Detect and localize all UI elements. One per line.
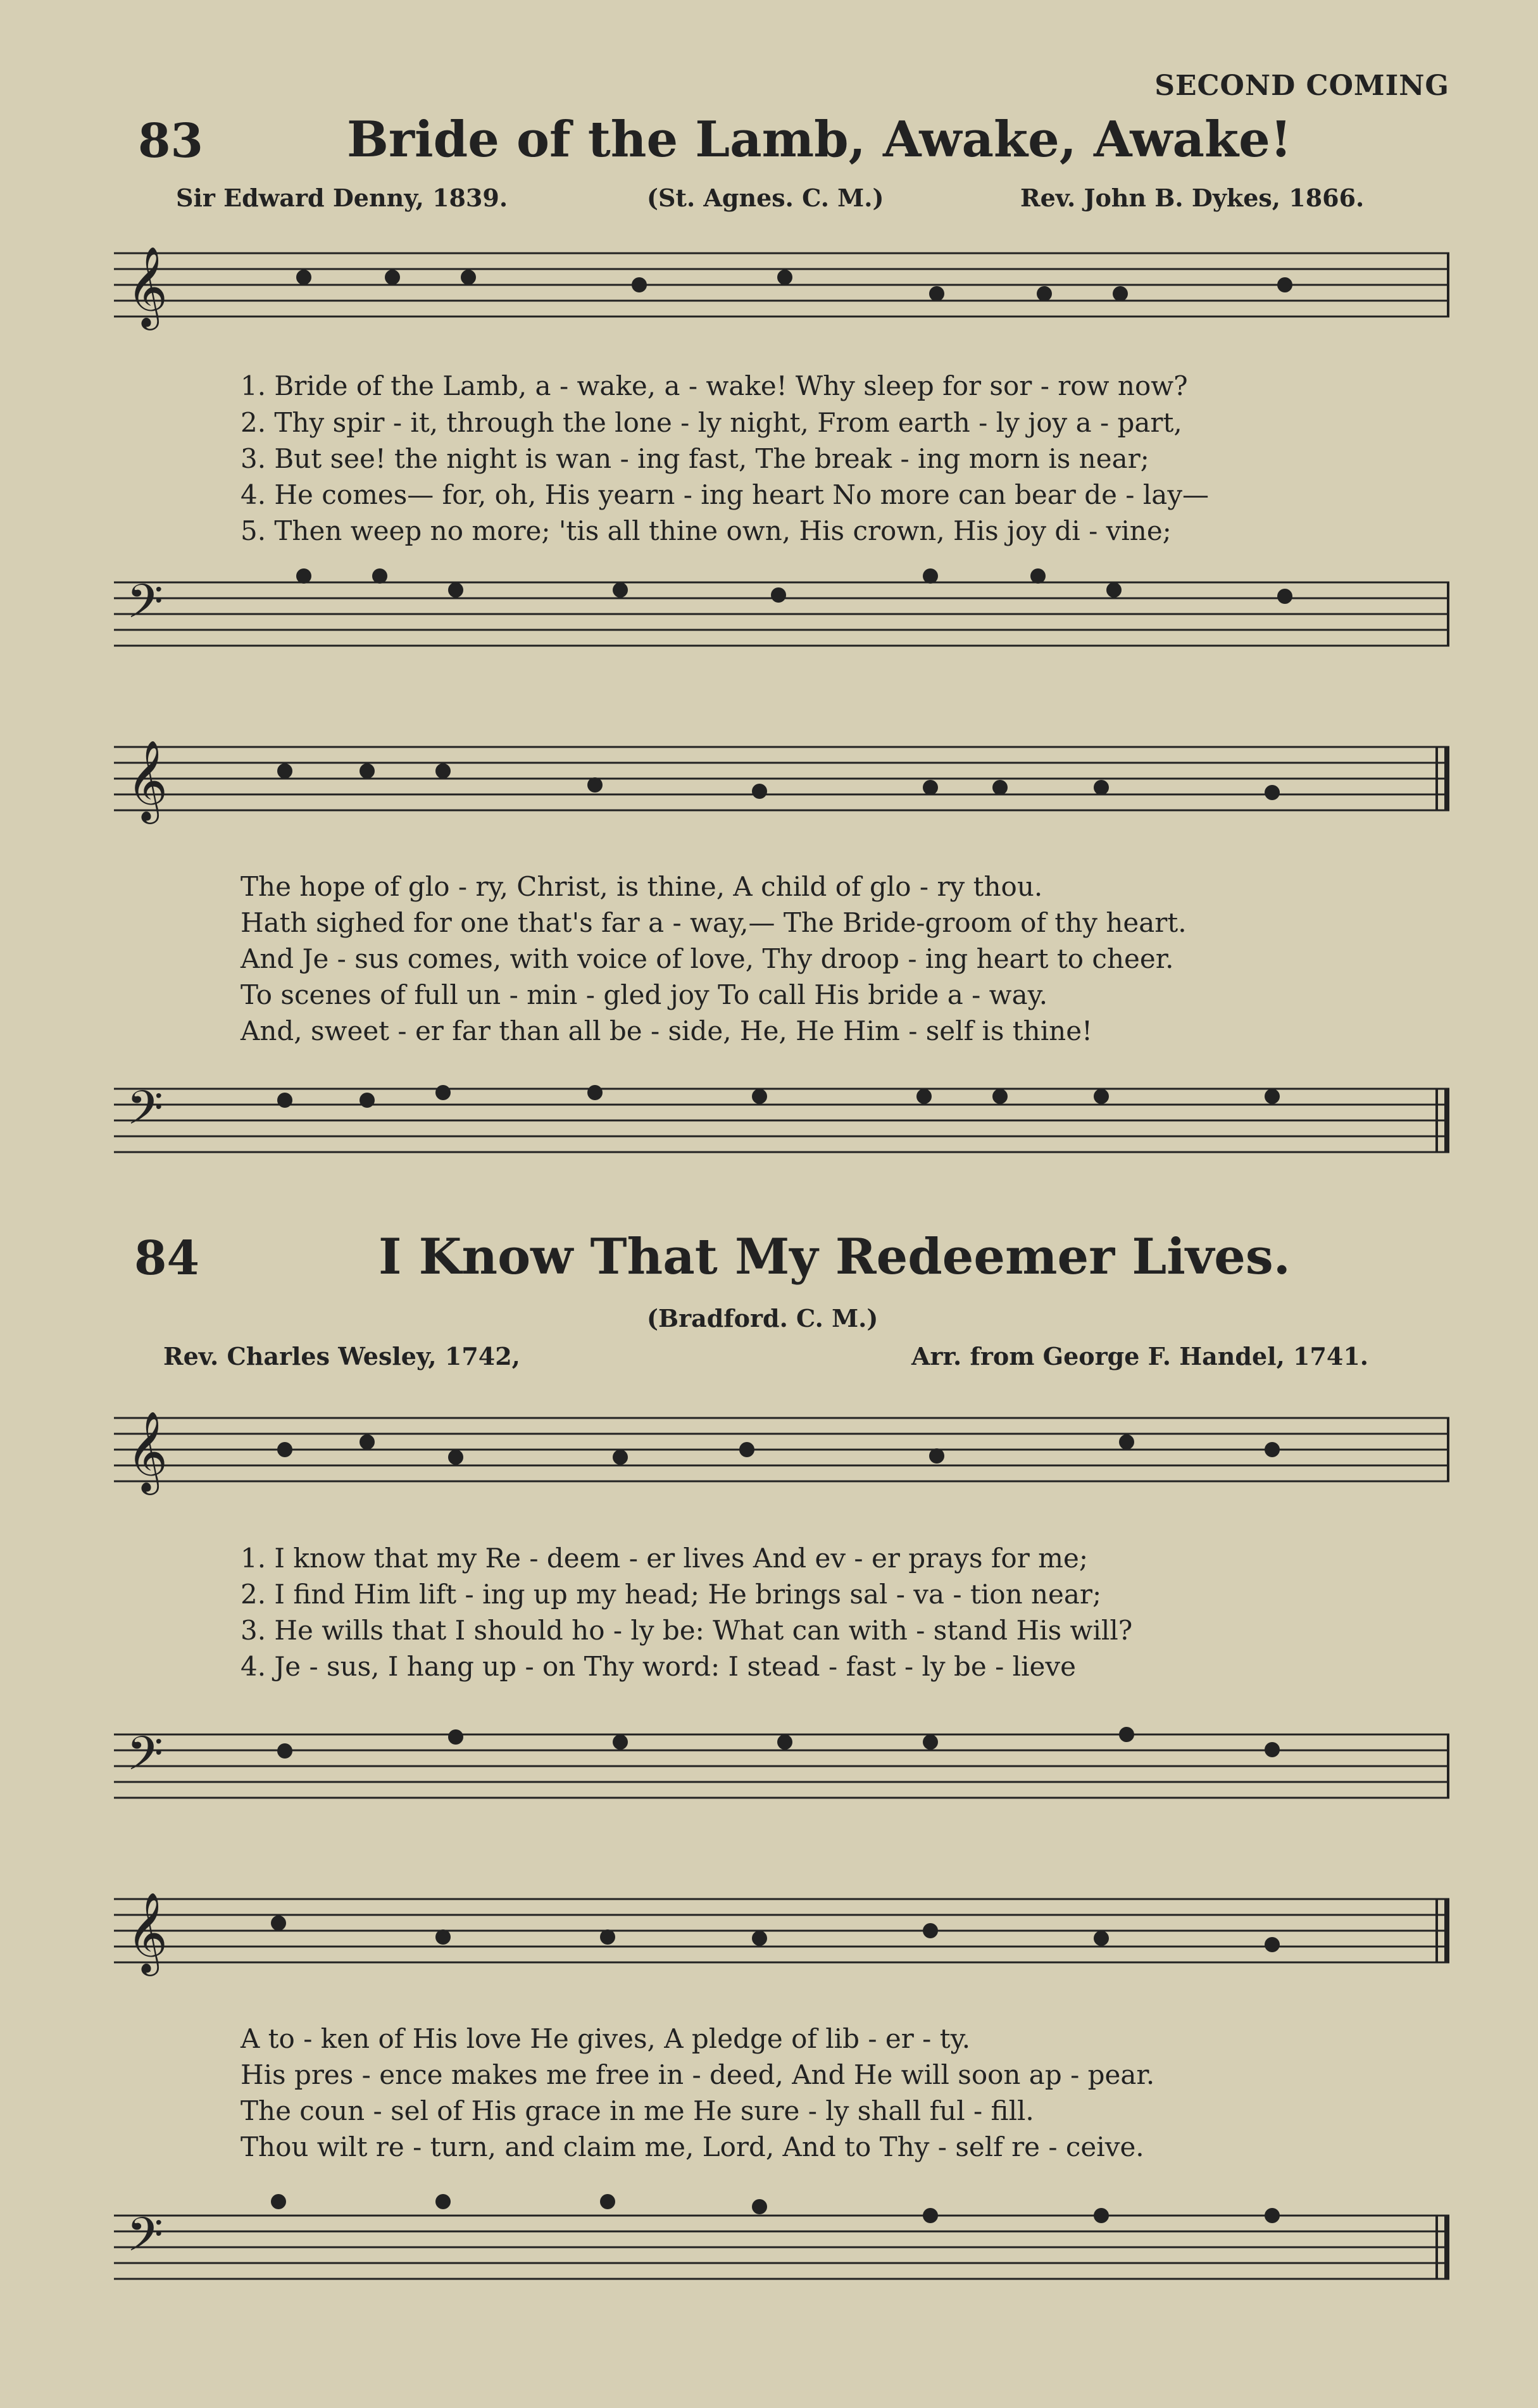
- lyric-line: 1. I know that my Re - deem - er lives And ev - er prays for me;: [241, 1543, 1088, 1574]
- lyric-line: 4. He comes— for, oh, His yearn - ing heart No more can bear de - lay—: [241, 479, 1210, 510]
- hymn-tune: (Bradford. C. M.): [647, 1304, 878, 1333]
- section-label: SECOND COMING: [1154, 70, 1449, 102]
- svg-text:𝄢: 𝄢: [127, 1726, 163, 1793]
- lyric-line: 3. He wills that I should ho - ly be: What can with - stand His will?: [241, 1615, 1133, 1646]
- lyric-line: 5. Then weep no more; 'tis all thine own, His crown, His joy di - vine;: [241, 515, 1172, 546]
- svg-text:𝄞: 𝄞: [127, 246, 168, 327]
- lyric-line: To scenes of full un - min - gled joy To call His bride a - way.: [241, 979, 1048, 1010]
- music-staff-treble: [114, 1393, 1449, 1507]
- lyric-line: Thou wilt re - turn, and claim me, Lord, And to Thy - self re - ceive.: [241, 2131, 1144, 2162]
- svg-text:𝄞: 𝄞: [127, 739, 168, 820]
- lyric-line: The coun - sel of His grace in me He sure - ly shall ful - fill.: [241, 2095, 1034, 2126]
- music-staff-bass: [114, 557, 1449, 671]
- music-staff-treble: [114, 241, 1449, 354]
- lyric-line: Hath sighed for one that's far a - way,— The Bride-groom of thy heart.: [241, 907, 1187, 938]
- hymn-number: 84: [134, 1231, 199, 1286]
- music-staff-treble: [114, 722, 1449, 836]
- lyric-line: 4. Je - sus, I hang up - on Thy word: I stead - fast - ly be - lieve: [241, 1651, 1076, 1682]
- lyric-line: And, sweet - er far than all be - side, He, He Him - self is thine!: [241, 1015, 1092, 1046]
- lyric-line: 3. But see! the night is wan - ing fast, The break - ing morn is near;: [241, 443, 1149, 474]
- music-staff-treble: [114, 1874, 1449, 1988]
- svg-text:𝄢: 𝄢: [127, 2207, 163, 2274]
- svg-text:𝄢: 𝄢: [127, 574, 163, 641]
- lyric-line: 2. I find Him lift - ing up my head; He brings sal - va - tion near;: [241, 1579, 1102, 1610]
- svg-text:𝄞: 𝄞: [127, 1410, 168, 1491]
- lyric-line: His pres - ence makes me free in - deed, And He will soon ap - pear.: [241, 2059, 1155, 2090]
- hymn-author: Rev. Charles Wesley, 1742,: [163, 1342, 520, 1370]
- music-staff-bass: [114, 1696, 1449, 1810]
- hymn-number: 83: [138, 114, 203, 168]
- lyric-line: 1. Bride of the Lamb, a - wake, a - wake! Why sleep for sor - row now?: [241, 370, 1188, 401]
- lyric-line: The hope of glo - ry, Christ, is thine, A child of glo - ry thou.: [241, 871, 1043, 902]
- svg-text:𝄞: 𝄞: [127, 1891, 168, 1972]
- lyric-line: A to - ken of His love He gives, A pledge of lib - er - ty.: [241, 2023, 971, 2054]
- lyric-line: 2. Thy spir - it, through the lone - ly night, From earth - ly joy a - part,: [241, 407, 1182, 438]
- hymn-composer: Arr. from George F. Handel, 1741.: [911, 1342, 1369, 1370]
- svg-text:𝄢: 𝄢: [127, 1081, 163, 1147]
- lyric-line: And Je - sus comes, with voice of love, Thy droop - ing heart to cheer.: [241, 943, 1174, 974]
- hymn-title: Bride of the Lamb, Awake, Awake!: [347, 111, 1292, 168]
- music-staff-bass: [114, 2178, 1449, 2317]
- hymn-composer: Rev. John B. Dykes, 1866.: [1020, 184, 1365, 212]
- hymn-title: I Know That My Redeemer Lives.: [378, 1228, 1291, 1286]
- music-staff-bass: [114, 1063, 1449, 1177]
- hymn-author: Sir Edward Denny, 1839.: [176, 184, 508, 212]
- hymn-tune: (St. Agnes. C. M.): [647, 184, 884, 212]
